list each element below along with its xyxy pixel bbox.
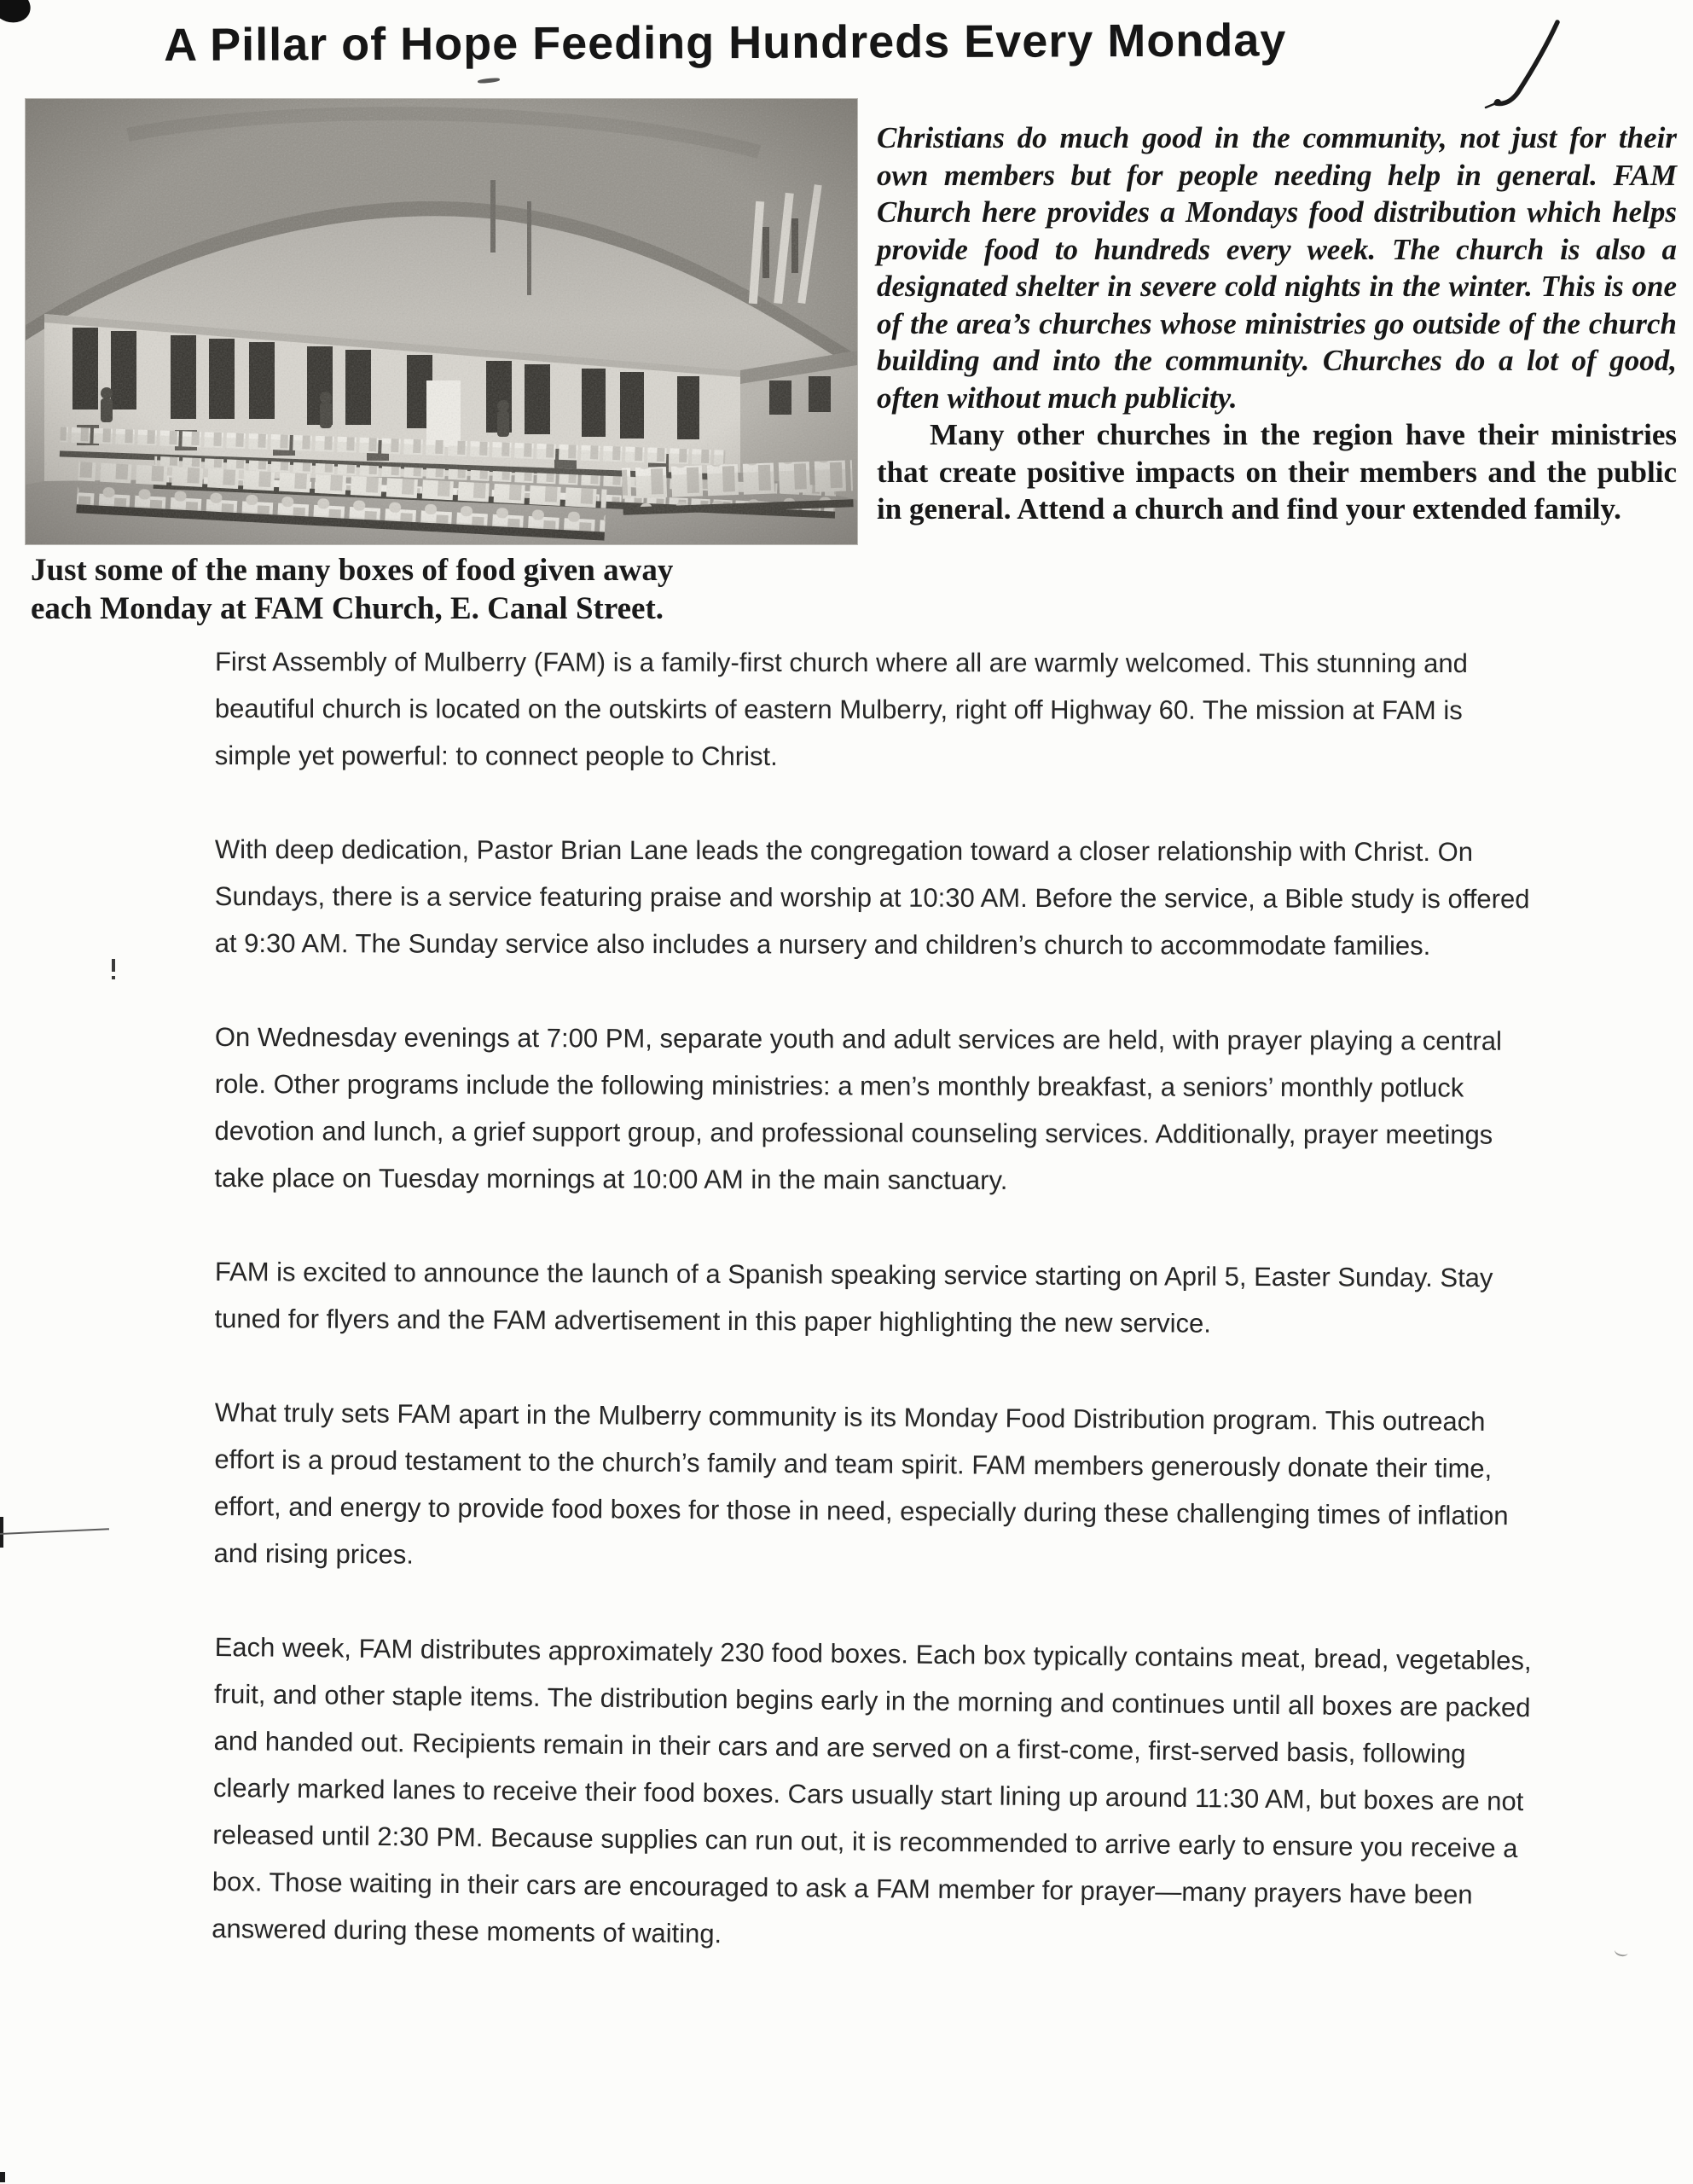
photo-caption-line2: each Monday at FAM Church, E. Canal Street.: [31, 591, 664, 626]
article-photo: [26, 99, 857, 544]
body-paragraph-4: FAM is excited to announce the launch of a Spanish speaking service starting on April 5, Easter Sunday. Stay tuned for flyers and the FAM advertisement in this paper highlighting the new service.: [214, 1256, 1493, 1339]
body-paragraph-2: With deep dedication, Pastor Brian Lane leads the congregation toward a closer relationship with Christ. On Sundays, there is a service featuring praise and worship at 10:30 AM. Before the service, a Bible study is offered at 9:30 AM. The Sunday service also includes a nursery and children’s church to accommodate families.: [214, 834, 1530, 961]
article-body: [212, 638, 1535, 1999]
scan-artifact-margin-mark: [112, 959, 115, 972]
scan-artifact-smudge: [478, 78, 500, 84]
intro-follow-paragraph: Many other churches in the region have their ministries that create positive impacts on their members and the public in general. Attend a church and find your extended family.: [877, 418, 1677, 526]
body-paragraph-3: On Wednesday evenings at 7:00 PM, separate youth and adult services are held, with prayer playing a central role. Other programs include the following ministries: a men’s monthly breakfast, a seniors’ monthly potluck devotion and lunch, a grief support group, and professional counseling services. Additionally, prayer meetings take place on Tuesday mornings at 10:00 AM in the main sanctuary.: [214, 1022, 1502, 1195]
scan-artifact-squiggle: [1614, 1945, 1629, 1958]
scan-artifact-corner-blob: [0, 0, 35, 27]
body-paragraph-5: What truly sets FAM apart in the Mulberry community is its Monday Food Distribution program. This outreach effort is a proud testament to the church’s family and team spirit. FAM members generously donate their time, effort, and energy to provide food boxes for those in need, especially during these challenging times of inflation and rising prices.: [213, 1397, 1509, 1570]
body-paragraph-1: First Assembly of Mulberry (FAM) is a family-first church where all are warmly welcomed. This stunning and beautiful church is located on the outskirts of eastern Mulberry, right off Highway 60. The mission at FAM is simple yet powerful: to connect people to Christ.: [214, 647, 1468, 771]
photo-caption: [31, 551, 849, 628]
scan-artifact-edge-line: [0, 1528, 109, 1535]
photo-vignette: [26, 99, 857, 544]
body-paragraph-6: Each week, FAM distributes approximately 230 food boxes. Each box typically contains meat, bread, vegetables, fruit, and other staple items. The distribution begins early in the morning and continues until all boxes are packed and handed out. Recipients remain in their cars and are served on a first-come, first-served basis, following clearly marked lanes to receive their food boxes. Cars usually start lining up around 11:30 AM, but boxes are not released until 2:30 PM. Because supplies can run out, it is recommended to arrive early to ensure you receive a box. Those waiting in their cars are encouraged to ask a FAM member for prayer—many prayers have been answered during these moments of waiting.: [212, 1631, 1532, 1949]
scan-artifact-bottom-tick: [0, 2172, 5, 2182]
intro-column: [877, 119, 1677, 528]
pen-check-mark: [1482, 15, 1585, 113]
intro-lead-paragraph: Christians do much good in the community, not just for their own members but for people needing help in general. FAM Church here provides a Mondays food distribution which helps provide food to hundreds every week. The church is also a designated shelter in severe cold nights in the winter. This is one of the area’s churches whose ministries go outside of the church building and into the community. Churches do a lot of good, often without much publicity.: [877, 121, 1677, 415]
photo-caption-line1: Just some of the many boxes of food given away: [31, 553, 674, 588]
article-headline: A Pillar of Hope Feeding Hundreds Every Monday: [164, 15, 1287, 71]
